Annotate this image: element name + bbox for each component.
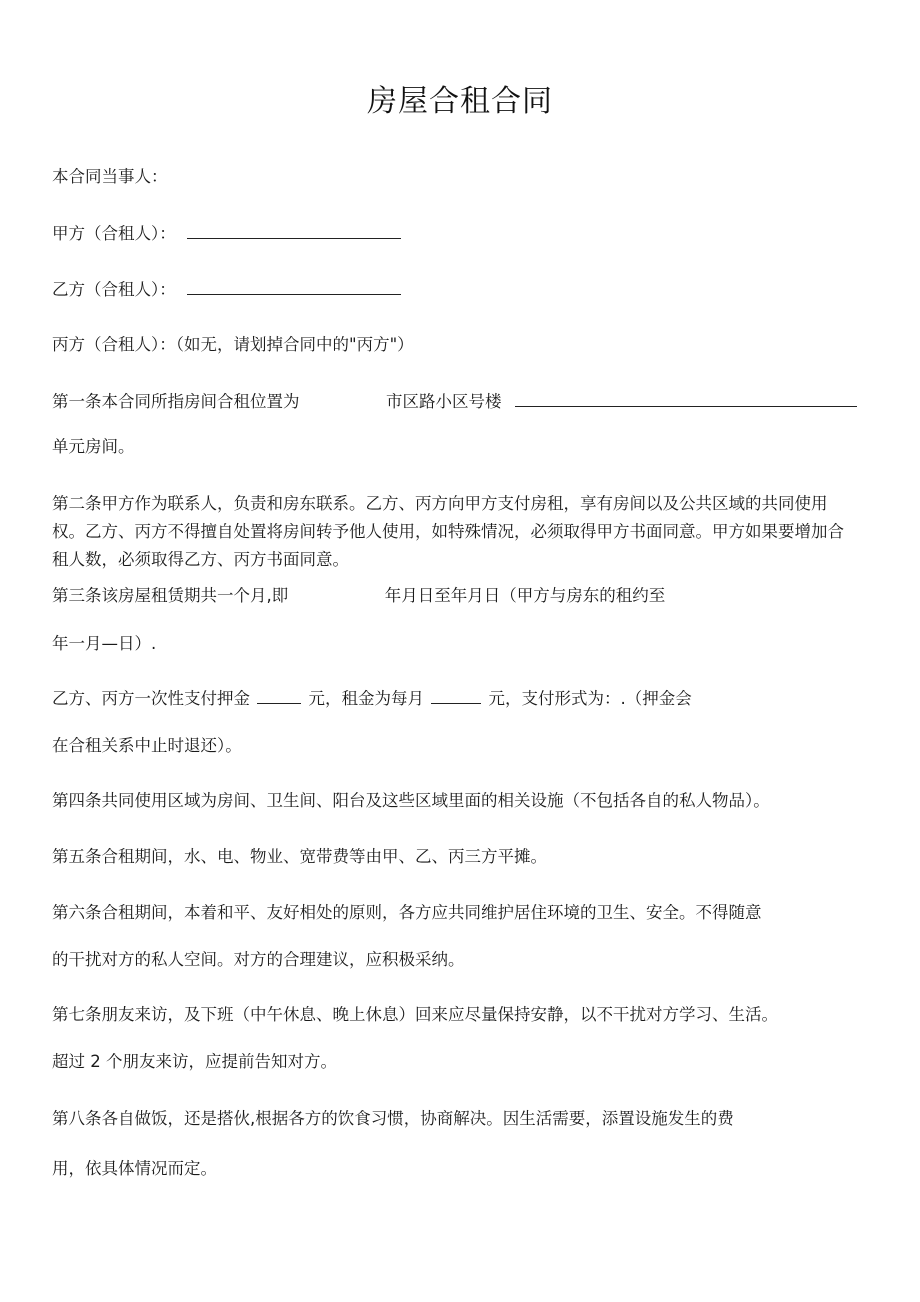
party-a-line bbox=[52, 222, 401, 245]
party-a-blank[interactable] bbox=[187, 222, 401, 239]
article-7-line-2: 超过 2 个朋友来访，应提前告知对方。 bbox=[52, 1052, 337, 1071]
article-8-line-1: 第八条各自做饭，还是搭伙,根据各方的饮食习惯，协商解决。因生活需要，添置设施发生的费 bbox=[52, 1109, 734, 1128]
deposit-tail: 在合租关系中止时退还）。 bbox=[52, 736, 242, 755]
article-2: 第二条甲方作为联系人，负责和房东联系。乙方、丙方向甲方支付房租，享有房间以及公共区域的共同使用权。乙方、丙方不得擅自处置将房间转予他人使用，如特殊情况，必须取得甲方书面同意。甲方如果要增加合租人数，必须取得乙方、丙方书面同意。 bbox=[52, 494, 844, 569]
article-6-line-2: 的干扰对方的私人空间。对方的合理建议，应积极采纳。 bbox=[52, 950, 465, 969]
party-b-blank[interactable] bbox=[187, 278, 401, 295]
page-title: 房屋合租合同 bbox=[367, 84, 553, 119]
article-3-text-a: 第三条该房屋租赁期共一个月,即 bbox=[52, 586, 289, 605]
article-3-text-b: 年月日至年月日（甲方与房东的租约至 bbox=[384, 586, 666, 605]
deposit-text-c: 元，支付形式为：.（押金会 bbox=[488, 689, 692, 708]
deposit-amount-blank[interactable] bbox=[257, 687, 301, 704]
article-1-text-b: 市区路小区号楼 bbox=[386, 392, 502, 411]
party-b-line bbox=[52, 278, 401, 301]
deposit-text-a: 乙方、丙方一次性支付押金 bbox=[52, 689, 250, 708]
party-a-label: 甲方（合租人）： bbox=[52, 224, 176, 243]
address-blank[interactable] bbox=[515, 390, 857, 407]
article-1-line bbox=[52, 390, 857, 413]
party-c-line: 丙方（合租人）：（如无，请划掉合同中的"丙方"） bbox=[52, 335, 414, 354]
article-3-tail: 年一月—日）. bbox=[52, 634, 157, 653]
article-7-line-1: 第七条朋友来访，及下班（中午休息、晚上休息）回来应尽量保持安静，以不干扰对方学习、生活。 bbox=[52, 1005, 778, 1024]
deposit-text-b: 元，租金为每月 bbox=[308, 689, 424, 708]
parties-intro: 本合同当事人： bbox=[52, 167, 168, 186]
article-5: 第五条合租期间，水、电、物业、宽带费等由甲、乙、丙三方平摊。 bbox=[52, 847, 547, 866]
deposit-line bbox=[52, 687, 692, 710]
article-3-line bbox=[52, 585, 665, 607]
rent-amount-blank[interactable] bbox=[431, 687, 481, 704]
article-4: 第四条共同使用区域为房间、卫生间、阳台及这些区域里面的相关设施（不包括各自的私人物品）。 bbox=[52, 791, 770, 810]
article-6-line-1: 第六条合租期间，本着和平、友好相处的原则，各方应共同维护居住环境的卫生、安全。不得随意 bbox=[52, 903, 762, 922]
article-1-text-a: 第一条本合同所指房间合租位置为 bbox=[52, 392, 300, 411]
party-b-label: 乙方（合租人）： bbox=[52, 280, 176, 299]
article-8-line-2: 用，依具体情况而定。 bbox=[52, 1159, 217, 1178]
article-1-tail: 单元房间。 bbox=[52, 437, 135, 456]
